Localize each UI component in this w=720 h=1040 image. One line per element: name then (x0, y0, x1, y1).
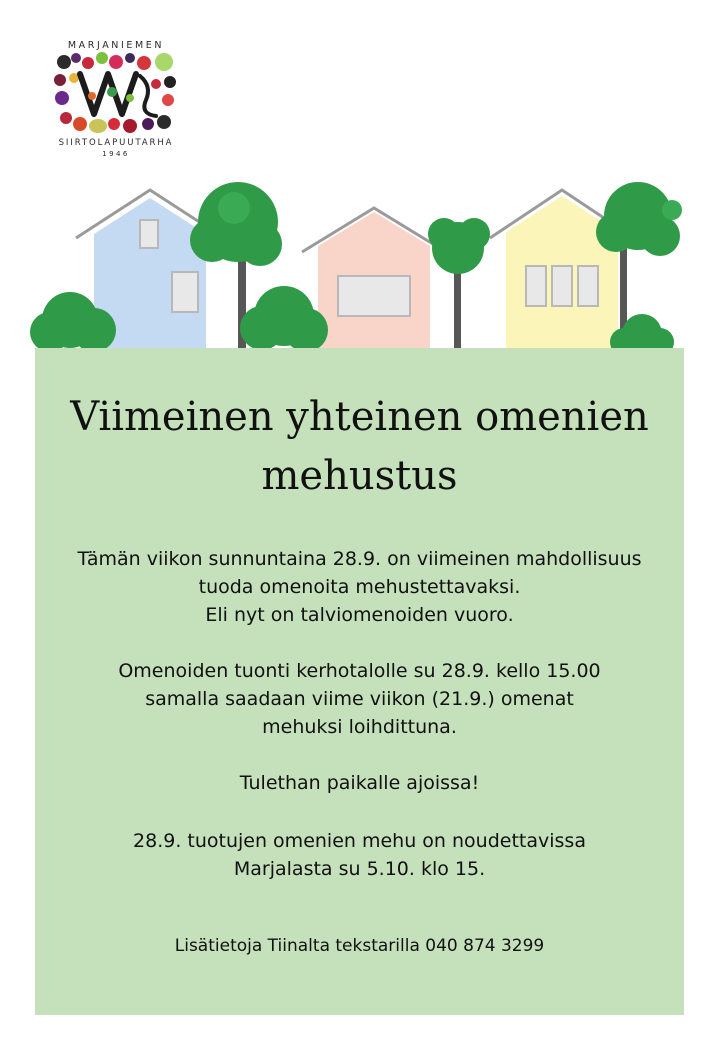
berries-logo-icon (52, 52, 180, 138)
notice-panel (35, 348, 684, 1015)
logo-bottom-text: SIIRTOLAPUUTARHA (58, 138, 174, 148)
bush-icon (240, 286, 328, 350)
text-line: Tämän viikon sunnuntaina 28.9. on viimeinen mahdollisuus (77, 548, 642, 570)
text-line: tuoda omenoita mehustettavaksi. (198, 576, 521, 598)
garden-logo (52, 40, 180, 172)
text-line: Omenoiden tuonti kerhotalolle su 28.9. kello 15.00 (118, 660, 601, 682)
contact-info: Lisätietoja Tiinalta tekstarilla 040 874 3299 (174, 936, 545, 956)
logo-top-text: MARJANIEMEN (67, 40, 165, 51)
notice-title (35, 388, 684, 506)
text-line: 28.9. tuotujen omenien mehu on noudettavissa (133, 830, 586, 852)
text-line: samalla saadaan viime viikon (21.9.) omenat (145, 688, 574, 710)
paragraph-on-time (35, 769, 684, 797)
text-line: mehuksi loihdittuna. (262, 716, 457, 738)
paragraph-drop-off (35, 657, 684, 741)
logo-year: 1946 (102, 150, 130, 158)
paragraph-last-chance (35, 545, 684, 629)
houses-illustration (0, 170, 720, 350)
title-line: Viimeinen yhteinen omenien (70, 394, 649, 440)
bush-icon (610, 314, 674, 350)
text-line: Marjalasta su 5.10. klo 15. (233, 858, 486, 880)
title-line: mehustus (261, 453, 458, 499)
text-line: Tulethan paikalle ajoissa! (239, 772, 480, 794)
tree-icon (428, 218, 490, 350)
text-line: Eli nyt on talviomenoiden vuoro. (205, 604, 514, 626)
paragraph-pickup (35, 827, 684, 883)
